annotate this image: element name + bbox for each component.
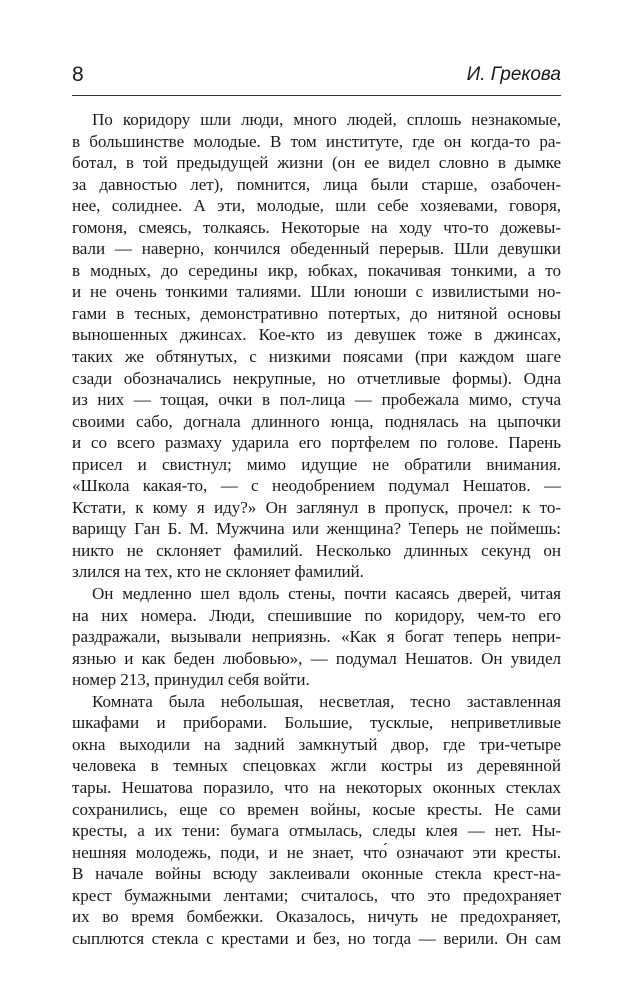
page-header xyxy=(72,62,561,88)
header-rule xyxy=(72,95,561,96)
text-line: никто не склоняет фамилий. Несколько длинных секунд он xyxy=(72,540,561,560)
text-line: из них — тощая, очки в пол-лица — пробежала мимо, стуча xyxy=(72,390,561,410)
text-line: и со всего размаху ударила его портфелем по голове. Парень xyxy=(72,433,561,453)
text-line: язнью и как беден любовью», — подумал Нешатов. Он увидел xyxy=(72,648,561,668)
text-line: варищу Ган Б. М. Мужчина или женщина? Теперь не поймешь: xyxy=(72,519,561,539)
body-text xyxy=(72,109,561,949)
running-head-author: И. Грекова xyxy=(466,64,561,85)
text-line: «Школа какая-то, — с неодобрением подумал Нешатов. — xyxy=(72,476,561,496)
text-line: шкафами и приборами. Большие, тусклые, неприветливые xyxy=(72,713,561,733)
text-line: нее, солиднее. А эти, молодые, шли себе хозяевами, говоря, xyxy=(72,196,561,216)
text-line: По коридору шли люди, много людей, сплошь незнакомые, xyxy=(92,110,561,129)
text-line: гомоня, смеясь, толкаясь. Некоторые на ходу что-то дожевы- xyxy=(72,217,561,237)
text-line: ботал, в той предыдущей жизни (он ее видел словно в дымке xyxy=(72,153,561,173)
page-number: 8 xyxy=(72,63,84,86)
text-line: и не очень тонкими талиями. Шли юноши с извилистыми но- xyxy=(72,282,561,302)
text-line: человека в темных спецовках жгли костры из деревянной xyxy=(72,756,561,776)
text-line: гами в тесных, демонстративно потертых, до нитяной основы xyxy=(72,303,561,323)
text-line: за давностью лет), помнится, лица были старше, озабочен- xyxy=(72,174,561,194)
text-line: В начале войны всюду заклеивали оконные стекла крест-на- xyxy=(72,864,561,884)
text-line: в модных, до середины икр, юбках, покачивая тонкими, а то xyxy=(72,260,561,280)
text-line: нешняя молодежь, поди, и не знает, что́ означают эти кресты. xyxy=(72,842,561,862)
text-line: крест бумажными лентами; считалось, что это предохраняет xyxy=(72,885,561,905)
text-line: таких же обтянутых, с низкими поясами (при каждом шаге xyxy=(72,347,561,367)
text-line: номер 213, принудил себя войти. xyxy=(72,670,310,690)
text-line: сзади обозначались некрупные, но отчетливые формы). Одна xyxy=(72,368,561,388)
text-line: присел и свистнул; мимо идущие не обратили внимания. xyxy=(72,454,561,474)
text-line: раздражали, вызывали неприязнь. «Как я богат теперь непри- xyxy=(72,627,561,647)
text-line: окна выходили на задний замкнутый двор, где три-четыре xyxy=(72,734,561,754)
text-line: выношенных джинсах. Кое-кто из девушек тоже в джинсах, xyxy=(72,325,561,345)
text-line: Он медленно шел вдоль стены, почти касаясь дверей, читая xyxy=(92,584,561,604)
text-line: кресты, а их тени: бумага отмылась, следы клея — нет. Ны- xyxy=(72,821,561,841)
text-line: в большинстве молодые. В том институте, где он когда-то ра- xyxy=(72,131,561,151)
text-line: сыплются стекла с крестами и без, но тогда — верили. Он сам xyxy=(72,928,561,948)
text-line: сохранились, еще со времен войны, косые кресты. Не сами xyxy=(72,799,561,819)
text-line: тары. Нешатова поразило, что на некоторых оконных стеклах xyxy=(72,777,561,797)
text-line: Комната была небольшая, несветлая, тесно заставленная xyxy=(92,691,561,711)
text-line: вали — наверно, кончился обеденный перерыв. Шли девушки xyxy=(72,239,561,259)
text-line: своими сабо, догнала длинного юнца, поднялась на цыпочки xyxy=(72,411,561,431)
text-line: на них номера. Люди, спешившие по коридору, чем-то его xyxy=(72,605,561,625)
text-line: их во время бомбежки. Оказалось, ничуть не предохраняет, xyxy=(72,907,561,927)
text-line: злился на тех, кто не склоняет фамилий. xyxy=(72,562,364,582)
text-line: Кстати, к кому я иду?» Он заглянул в пропуск, прочел: к то- xyxy=(72,497,561,517)
